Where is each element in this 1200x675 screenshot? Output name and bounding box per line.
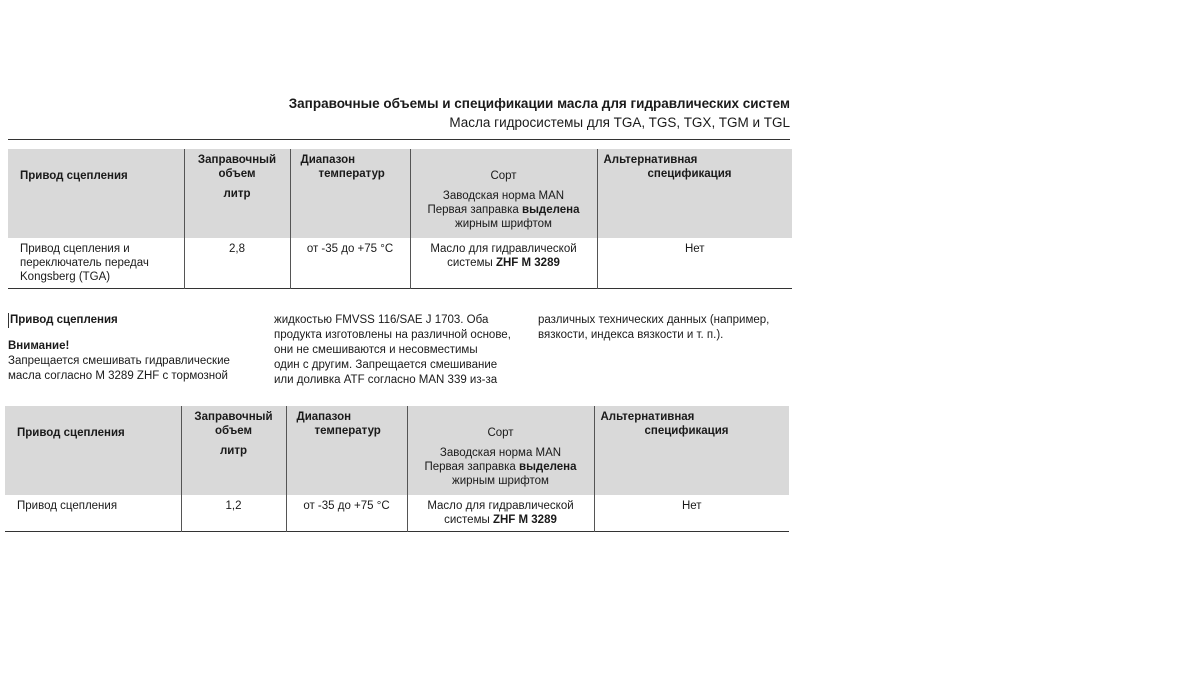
spec-table-2 [5, 406, 789, 532]
row-grade: Масло для гидравлической системы ZHF M 3289 [410, 238, 597, 289]
header-clutch: Привод сцепления [5, 406, 181, 495]
table-row [5, 495, 789, 532]
notes-text-line: продукта изготовлены на различной основе, [274, 329, 511, 341]
notes-text-line: различных технических данных (например, [538, 314, 770, 326]
notes-column-1 [8, 313, 258, 384]
header-temp: Диапазон температур [286, 406, 407, 495]
header-volume: Заправочный объем литр [184, 149, 290, 238]
row-clutch-name: Привод сцепления и переключатель передач Kongsberg (TGA) [20, 243, 149, 283]
row-temp: от -35 до +75 °C [290, 238, 410, 289]
notes-text-line: жидкостью FMVSS 116/SAE J 1703. Оба [274, 314, 489, 326]
title-divider [8, 139, 790, 140]
header-grade: Сорт Заводская норма MAN Первая заправка выделена жирным шрифтом [407, 406, 594, 495]
notes-text-line: один с другим. Запрещается смешивание [274, 359, 498, 371]
notes-text-line: масла согласно M 3289 ZHF с тормозной [8, 370, 228, 382]
row-alt-spec: Нет [594, 495, 789, 532]
header-alt-spec: Альтернативная спецификация [594, 406, 789, 495]
header-volume: Заправочный объем литр [181, 406, 286, 495]
table-header-row [8, 149, 792, 238]
page-subtitle: Масла гидросистемы для TGA, TGS, TGX, TGM и TGL [449, 115, 790, 130]
notes-column-3 [538, 313, 798, 343]
header-temp: Диапазон температур [290, 149, 410, 238]
table-row [8, 238, 792, 289]
header-clutch: Привод сцепления [8, 149, 184, 238]
page-title: Заправочные объемы и спецификации масла для гидравлических систем [288, 96, 790, 111]
notes-heading: Привод сцепления [8, 313, 258, 328]
row-alt-spec: Нет [597, 238, 792, 289]
row-grade: Масло для гидравлической системы ZHF M 3289 [407, 495, 594, 532]
notes-text-line: вязкости, индекса вязкости и т. п.). [538, 329, 724, 341]
table-header-row [5, 406, 789, 495]
spec-table-1 [8, 149, 792, 289]
notes-column-2 [274, 313, 534, 388]
notes-text-line: Запрещается смешивать гидравлические [8, 355, 230, 367]
warning-label: Внимание! [8, 340, 70, 352]
header-alt-spec: Альтернативная спецификация [597, 149, 792, 238]
notes-text-line: или доливка ATF согласно MAN 339 из-за [274, 374, 498, 386]
row-volume: 2,8 [184, 238, 290, 289]
row-clutch-name: Привод сцепления [17, 500, 118, 512]
row-volume: 1,2 [181, 495, 286, 532]
notes-text-line: они не смешиваются и несовместимы [274, 344, 478, 356]
row-temp: от -35 до +75 °C [286, 495, 407, 532]
header-grade: Сорт Заводская норма MAN Первая заправка выделена жирным шрифтом [410, 149, 597, 238]
